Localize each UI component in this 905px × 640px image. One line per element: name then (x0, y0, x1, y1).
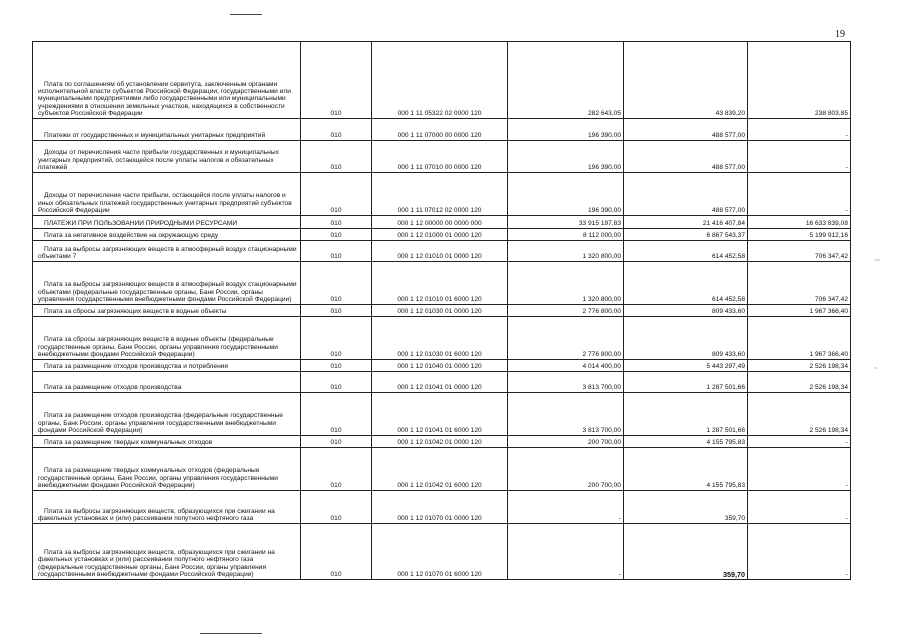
unexecuted-amount: 706 347,42 (748, 241, 851, 262)
admin-code: 010 (301, 305, 372, 317)
row-name (33, 42, 301, 119)
table-row (33, 262, 851, 305)
row-name-text: Плата за размещение отходов производства (44, 383, 182, 391)
scan-artifact-top (230, 14, 262, 15)
unexecuted-amount: 1 967 366,40 (748, 317, 851, 360)
approved-amount: 196 390,00 (508, 119, 624, 141)
admin-code: 010 (301, 448, 372, 491)
budget-code: 000 1 12 00000 00 0000 000 (372, 216, 508, 229)
budget-code: 000 1 12 01070 01 6000 120 (372, 524, 508, 580)
budget-code: 000 1 11 07000 00 0000 120 (372, 119, 508, 141)
row-name-text: Плата за сбросы загрязняющих веществ в водные объекты (федеральные государственные органы, Банк России, органы управления государственными внебюджетными фондами Российской Федерации) (38, 336, 278, 358)
executed-amount: 1 287 501,66 (624, 393, 748, 436)
admin-code: 010 (301, 141, 372, 173)
row-name (33, 141, 301, 173)
budget-code: 000 1 12 01010 01 6000 120 (372, 262, 508, 305)
executed-amount: 614 452,58 (624, 241, 748, 262)
row-name (33, 372, 301, 393)
unexecuted-amount: 2 526 198,34 (748, 393, 851, 436)
admin-code: 010 (301, 524, 372, 580)
executed-amount: 4 155 795,83 (624, 436, 748, 448)
budget-code: 000 1 12 01070 01 0000 120 (372, 491, 508, 524)
row-name-text: Доходы от перечисления части прибыли государственных и муниципальных унитарных предприятий, остающейся после уплаты налогов и обязательных платежей (38, 149, 279, 171)
approved-amount: 200 700,00 (508, 436, 624, 448)
approved-amount: 3 813 700,00 (508, 393, 624, 436)
approved-amount: 2 776 800,00 (508, 305, 624, 317)
unexecuted-amount: 5 199 912,16 (748, 229, 851, 241)
approved-amount: 3 813 700,00 (508, 372, 624, 393)
executed-amount: 5 443 297,49 (624, 360, 748, 372)
page-number: 19 (835, 29, 845, 40)
row-name-text: Плата за негативное воздействие на окружающую среду (44, 231, 219, 239)
row-name (33, 524, 301, 580)
row-name (33, 119, 301, 141)
row-name-text: Плата за размещение твердых коммунальных отходов (федеральные государственные органы, Банк России, органы управления государственными внебюджетными фондами Российской Федерации) (38, 467, 278, 489)
row-name-text: Плата за выбросы загрязняющих веществ в атмосферный воздух стационарными объектами 7 (38, 245, 297, 260)
approved-amount: 1 320 800,00 (508, 262, 624, 305)
row-name (33, 317, 301, 360)
executed-amount: 488 577,00 (624, 119, 748, 141)
row-name-text: Плата за выбросы загрязняющих веществ, образующихся при сжигании на факельных установках и (или) рассеивании попутного нефтяного газа (38, 507, 275, 522)
admin-code: 010 (301, 241, 372, 262)
unexecuted-amount: 706 347,42 (748, 262, 851, 305)
table-row (33, 305, 851, 317)
admin-code: 010 (301, 262, 372, 305)
budget-code: 000 1 12 01010 01 0000 120 (372, 241, 508, 262)
unexecuted-amount: - (748, 491, 851, 524)
table-row (33, 173, 851, 216)
admin-code: 010 (301, 229, 372, 241)
executed-amount: 43 839,20 (624, 42, 748, 119)
table-row (33, 42, 851, 119)
table-row (33, 448, 851, 491)
row-name (33, 491, 301, 524)
row-name (33, 360, 301, 372)
row-name (33, 262, 301, 305)
unexecuted-amount: - (748, 448, 851, 491)
approved-amount: 8 112 000,00 (508, 229, 624, 241)
approved-amount: 4 014 400,00 (508, 360, 624, 372)
admin-code: 010 (301, 372, 372, 393)
row-name (33, 173, 301, 216)
admin-code: 010 (301, 317, 372, 360)
row-name-text: Плата за размещение отходов производства (федеральные государственные органы, Банк России, органы управления государственными внебюджетными фондами Российской Федерации) (38, 412, 283, 434)
unexecuted-amount: - (748, 141, 851, 173)
row-name (33, 448, 301, 491)
budget-code: 000 1 11 05322 02 0000 120 (372, 42, 508, 119)
approved-amount: 196 390,00 (508, 173, 624, 216)
table-row (33, 524, 851, 580)
budget-code: 000 1 12 01040 01 0000 120 (372, 360, 508, 372)
unexecuted-amount: - (748, 119, 851, 141)
admin-code: 010 (301, 42, 372, 119)
margin-mark: ~~ (874, 258, 880, 264)
unexecuted-amount: 2 526 198,34 (748, 372, 851, 393)
table-row (33, 393, 851, 436)
executed-amount: 1 287 501,66 (624, 372, 748, 393)
executed-amount: 359,70 (624, 491, 748, 524)
approved-amount: 1 320 800,00 (508, 241, 624, 262)
budget-code: 000 1 12 01000 01 0000 120 (372, 229, 508, 241)
admin-code: 010 (301, 216, 372, 229)
table-row (33, 229, 851, 241)
table-row (33, 491, 851, 524)
approved-amount: 200 700,00 (508, 448, 624, 491)
executed-amount: 614 452,58 (624, 262, 748, 305)
admin-code: 010 (301, 360, 372, 372)
budget-code: 000 1 12 01030 01 6000 120 (372, 317, 508, 360)
unexecuted-amount: 16 633 839,08 (748, 216, 851, 229)
approved-amount: 33 915 197,83 (508, 216, 624, 229)
admin-code: 010 (301, 393, 372, 436)
row-name (33, 393, 301, 436)
executed-amount: 809 433,60 (624, 305, 748, 317)
row-name (33, 216, 301, 229)
row-name-text: Плата за выбросы загрязняющих веществ в атмосферный воздух стационарными объектами (федеральные государственные органы, Банк России, органы управления государственными внебюджетными фондами Российской Федерации) (38, 281, 297, 303)
unexecuted-amount: 2 526 198,34 (748, 360, 851, 372)
unexecuted-amount: - (748, 524, 851, 580)
row-name-text: Плата за сбросы загрязняющих веществ в водные объекты (44, 307, 227, 315)
budget-code: 000 1 11 07010 00 0000 120 (372, 141, 508, 173)
approved-amount: - (508, 491, 624, 524)
executed-amount: 488 577,00 (624, 173, 748, 216)
row-name (33, 305, 301, 317)
margin-mark: ~ (874, 366, 877, 372)
table-row (33, 241, 851, 262)
admin-code: 010 (301, 491, 372, 524)
row-name (33, 436, 301, 448)
budget-code: 000 1 12 01030 01 0000 120 (372, 305, 508, 317)
approved-amount: - (508, 524, 624, 580)
row-name (33, 241, 301, 262)
row-name-text: Плата за выбросы загрязняющих веществ, образующихся при сжигании на факельных установках и (или) рассеивании попутного нефтяного газа (федеральные государственные органы, Банк России, органы управления государственными внебюджетными фондами Российской Федерации) (38, 549, 275, 578)
unexecuted-amount: - (748, 436, 851, 448)
table-row (33, 119, 851, 141)
row-name-text: Доходы от перечисления части прибыли, остающейся после уплаты налогов и иных обязательных платежей государственных унитарных предприятий субъектов Российской Федерации (38, 192, 292, 214)
row-name (33, 229, 301, 241)
unexecuted-amount: 238 803,85 (748, 42, 851, 119)
table-row (33, 216, 851, 229)
admin-code: 010 (301, 119, 372, 141)
row-name-text: Плата по соглашениям об установлении сервитута, заключенным органами исполнительной власти субъектов Российской Федерации, государственными или муниципальными предприятиями либо государственными или муниципальными учреждениями в отношении земельных участков, находящихся в собственности субъектов Российской Федерации (38, 80, 291, 117)
table-row (33, 360, 851, 372)
budget-code: 000 1 11 07012 02 0000 120 (372, 173, 508, 216)
row-name-text: Платежи от государственных и муниципальных унитарных предприятий (44, 131, 266, 139)
budget-code: 000 1 12 01041 01 6000 120 (372, 393, 508, 436)
executed-amount: 6 867 543,37 (624, 229, 748, 241)
unexecuted-amount: 1 967 366,40 (748, 305, 851, 317)
table-row (33, 372, 851, 393)
row-name-text: ПЛАТЕЖИ ПРИ ПОЛЬЗОВАНИИ ПРИРОДНЫМИ РЕСУРСАМИ (44, 219, 238, 227)
unexecuted-amount: - (748, 173, 851, 216)
executed-amount: 359,70 (624, 524, 748, 580)
approved-amount: 196 390,00 (508, 141, 624, 173)
executed-amount: 488 577,00 (624, 141, 748, 173)
revenue-table (32, 41, 851, 580)
approved-amount: 282 643,05 (508, 42, 624, 119)
row-name-text: Плата за размещение твердых коммунальных отходов (44, 438, 213, 446)
row-name-text: Плата за размещение отходов производства и потребления (44, 362, 228, 370)
executed-amount: 21 416 407,84 (624, 216, 748, 229)
budget-code: 000 1 12 01041 01 0000 120 (372, 372, 508, 393)
executed-amount: 809 433,60 (624, 317, 748, 360)
admin-code: 010 (301, 173, 372, 216)
scan-artifact-bottom (200, 633, 262, 634)
table-row (33, 141, 851, 173)
budget-code: 000 1 12 01042 01 0000 120 (372, 436, 508, 448)
approved-amount: 2 776 800,00 (508, 317, 624, 360)
table-body (33, 42, 851, 580)
table-row (33, 317, 851, 360)
table-row (33, 436, 851, 448)
budget-code: 000 1 12 01042 01 6000 120 (372, 448, 508, 491)
executed-amount: 4 155 795,83 (624, 448, 748, 491)
admin-code: 010 (301, 436, 372, 448)
